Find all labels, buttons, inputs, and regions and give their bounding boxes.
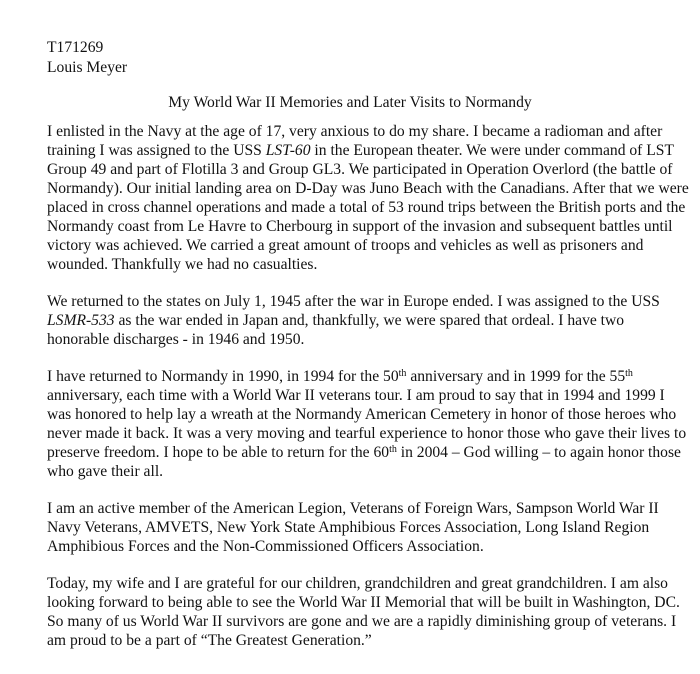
paragraph-normandy-visits [47, 367, 689, 481]
text-run: We returned to the states on July 1, 1945 after the war in Europe ended. I was assigned to the USS [47, 293, 660, 310]
text-run: I enlisted in the Navy at the age of 17, very anxious to do my share. I became a radioman and after training I was assigned to the USS [47, 123, 663, 159]
ordinal-superscript: th [625, 368, 633, 379]
text-run: as the war ended in Japan and, thankfully, we were spared that ordeal. I have two honorable discharges - in 1946 and 1950. [47, 312, 625, 348]
ordinal-superscript: th [398, 368, 407, 379]
text-run: in the European theater. We were under command of LST Group 49 and part of Flotilla 3 and Group GL3. We participated in Operation Overlord (the battle of Normandy). Our initial landing area on D-Day was Juno Beach with the Canadians. After that we were placed in cross channel operations and made a total of 53 round trips between the British ports and the Normandy coast from Le Havre to Cherbourg in support of the invasion and subsequent battles until victory was achieved. We carried a great amount of troops and vehicles as well as prisoners and wounded. Thankfully we had no casualties. [47, 142, 689, 273]
text-run: I have returned to Normandy in 1990, in 1994 for the 50 [47, 368, 399, 385]
paragraph-memberships: I am an active member of the American Legion, Veterans of Foreign Wars, Sampson World War II Navy Veterans, AMVETS, New York State Amphibious Forces Association, Long Island Region Amphibious Forces and the Non-Commissioned Officers Association. [47, 500, 659, 555]
ship-name-lsmr533: LSMR-533 [47, 312, 115, 329]
text-run: in 2004 – God willing – to again honor those who gave their all. [47, 444, 681, 480]
document-header [47, 38, 127, 78]
document-id: T171269 [47, 39, 104, 56]
paragraph-enlistment [47, 122, 689, 274]
document-body [47, 122, 689, 668]
ship-name-lst60: LST-60 [265, 142, 311, 159]
author-name: Louis Meyer [47, 59, 128, 76]
text-run: anniversary and in 1999 for the 55 [406, 368, 626, 385]
document-title: My World War II Memories and Later Visits to Normandy [168, 94, 532, 111]
paragraph-family: Today, my wife and I are grateful for our children, grandchildren and great grandchildren. I am also looking forward to being able to see the World War II Memorial that will be built in Washington, DC. So many of us World War II survivors are gone and we are a rapidly diminishing group of veterans. I am proud to be a part of “The Greatest Generation.” [47, 575, 680, 649]
text-run: anniversary, each time with a World War II veterans tour. I am proud to say that in 1994 and 1999 I was honored to help lay a wreath at the Normandy American Cemetery in honor of those heroes who never made it back. It was a very moving and tearful experience to honor those who gave their lives to preserve freedom. I hope to be able to return for the 60 [47, 387, 687, 461]
paragraph-return [47, 292, 689, 349]
ordinal-superscript: th [389, 444, 397, 455]
